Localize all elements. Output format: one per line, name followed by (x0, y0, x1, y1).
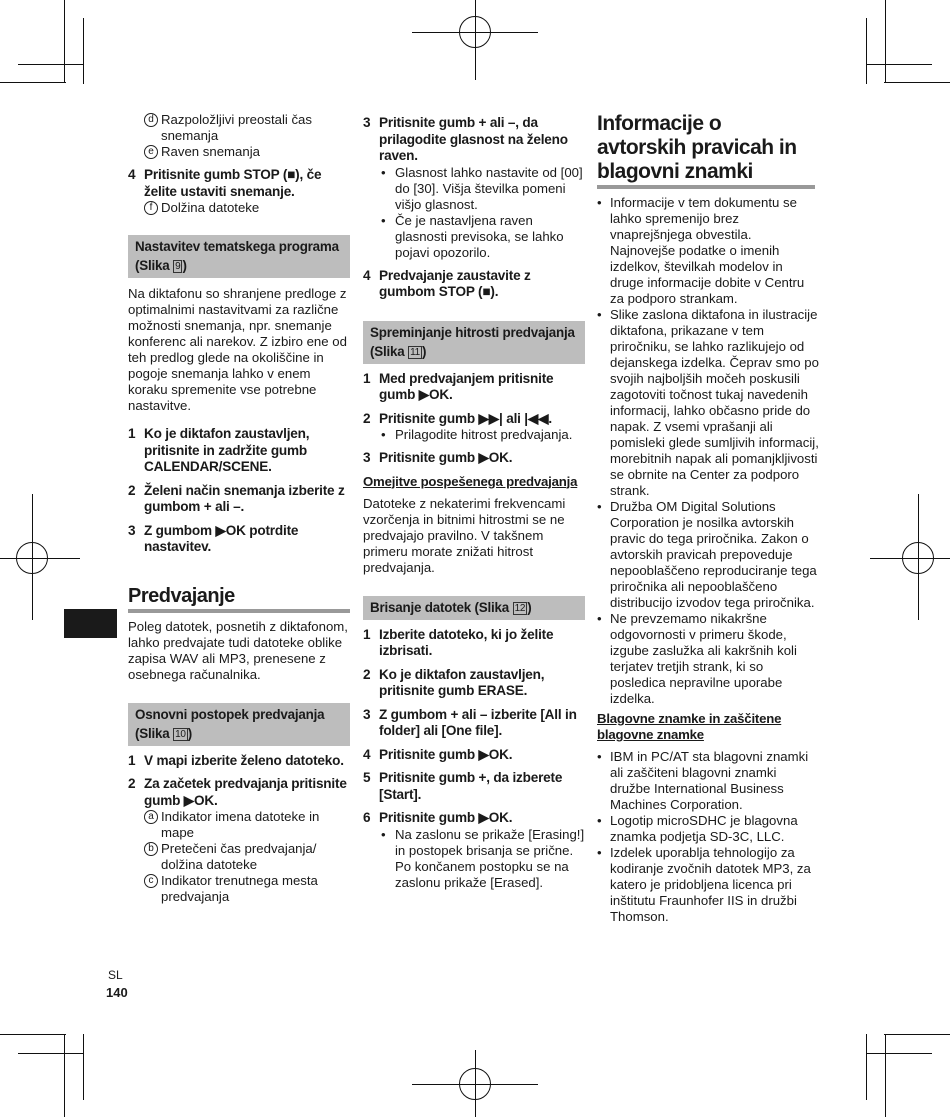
paragraph: Poleg datotek, posnetih z diktafonom, lahko predvajate tudi datoteke oblike zapisa WAV ali MP3, prenesene z osebnega računalnika. (128, 618, 348, 682)
chapter-tab (64, 609, 117, 638)
bullet-item: • Če je nastavljena raven glasnosti previsoka, se lahko pojavi opozorilo. (381, 212, 564, 260)
bullet-item: • IBM in PC/AT sta blagovni znamki ali zaščiteni blagovni znamki družbe International Business Machines Corporation. (597, 749, 809, 812)
list-item: f Dolžina datoteke (144, 200, 350, 216)
step: 4 Pritisnite gumb ▶OK. (363, 746, 513, 762)
step: 2 Želeni način snemanja izberite z gumbom + ali –. (128, 482, 345, 514)
language-code: SL (108, 968, 123, 982)
step: 1 V mapi izberite želeno datoteko. (128, 752, 344, 768)
step: 3 Z gumbom + ali – izberite [All in folder] ali [One file]. (363, 706, 577, 738)
bullet-item: • Informacije v tem dokumentu se lahko spremenijo brez vnaprejšnjega obvestila. Najnovejše podatke o imenih izdelkov, številkah modelov in druge informacije dobite v Centru za podporo strankam. (597, 195, 805, 306)
subheading: Omejitve pospešenega predvajanja (363, 473, 578, 489)
list-item: c Indikator trenutnega mesta predvajanja (144, 873, 350, 905)
section-heading: Brisanje datotek (Slika 12 ) (363, 596, 585, 620)
bullet-item: • Logotip microSDHC je blagovna znamka podjetja SD-3C, LLC. (597, 813, 798, 844)
column-1 (128, 112, 350, 905)
step: 3 Z gumbom ▶OK potrdite nastavitev. (128, 522, 299, 554)
step: 6 Pritisnite gumb ▶OK. (363, 810, 513, 825)
step: 1 Ko je diktafon zaustavljen, pritisnite in zadržite gumb CALENDAR/SCENE. (128, 426, 310, 474)
subheading: Blagovne znamke in zaščitene blagovne znamke (597, 711, 782, 742)
bullet-item: • Ne prevzemamo nikakršne odgovornosti v primeru škode, izgube zaslužka ali kakršnih koli terjatev tretjih strank, ki so posledica nepravilne uporabe izdelka. (597, 611, 797, 706)
paragraph: Datoteke z nekaterimi frekvencami vzorčenja in bitnimi hitrostmi se ne predvajajo pravilno. V takšnem primeru morate znižati hitrost predvajanja. (363, 495, 566, 575)
list-item: e Raven snemanja (144, 144, 350, 160)
column-3 (597, 112, 819, 925)
section-heading: Nastavitev tematskega programa (Slika 9 ) (128, 235, 350, 278)
section-heading: Osnovni postopek predvajanja (Slika 10 ) (128, 703, 350, 746)
list-item: b Pretečeni čas predvajanja/ dolžina datoteke (144, 841, 350, 873)
list-item: d Razpoložljivi preostali čas snemanja (144, 112, 350, 144)
bullet-item: • Glasnost lahko nastavite od [00] do [30]. Višja številka pomeni višjo glasnost. (381, 164, 583, 212)
list-item: a Indikator imena datoteke in mape (144, 809, 350, 841)
page-number: 140 (106, 985, 128, 1000)
page-heading: Informacije o avtorskih pravicah in blagovni znamki (597, 112, 815, 189)
bullet-item: • Družba OM Digital Solutions Corporation je nosilka avtorskih pravic do tega priročnika. Zakon o avtorskih pravicah prepoveduje nepooblaščeno reproduciranje tega priročnika ali nepooblaščeno distribucijo izvodov tega priročnika. (597, 499, 817, 610)
step: 3 Pritisnite gumb ▶OK. (363, 450, 513, 465)
step: 3 Pritisnite gumb + ali –, da prilagodite glasnost na želeno raven. (363, 115, 568, 163)
page-heading: Predvajanje (128, 584, 350, 613)
step: 2 Za začetek predvajanja pritisnite gumb ▶OK. (128, 776, 347, 808)
bullet-item: • Na zaslonu se prikaže [Erasing!] in postopek brisanja se prične. Po končanem postopku se na zaslonu prikaže [Erased]. (381, 826, 585, 890)
bullet-item: • Izdelek uporablja tehnologijo za kodiranje zvočnih datotek MP3, za katero je pridobljena licenca pri inštitutu Fraunhofer IIS in družbi Thomson. (597, 845, 811, 924)
paragraph: Na diktafonu so shranjene predloge z optimalnimi nastavitvami za različne možnosti snemanja, npr. snemanje konferenc ali narekov. Z izbiro ene od teh predlog glede na okoliščine in pogoje snemanja lahko v enem koraku spremenite vse potrebne nastavitve. (128, 286, 347, 413)
step: 4 Pritisnite gumb STOP (■), če želite ustaviti snemanje. (128, 167, 322, 199)
step: 1 Izberite datoteko, ki jo želite izbrisati. (363, 626, 554, 658)
step: 2 Pritisnite gumb ▶▶| ali |◀◀. (363, 410, 552, 426)
bullet-item: • Prilagodite hitrost predvajanja. (381, 427, 573, 442)
bullet-item: • Slike zaslona diktafona in ilustracije diktafona, prikazane v tem priročniku, se lahko razlikujejo od dejanskega izdelka. Čeprav smo po svojih najboljših močeh poskusili zagotoviti točnost tukaj navedenih informacij, lahko občasno pride do napak. Z vsemi vprašanji ali pomisleki glede sumljivih informacij, morebitnih napak ali pomanjkljivosti se obrnite na Center za podporo strank. (597, 307, 819, 498)
step: 1 Med predvajanjem pritisnite gumb ▶OK. (363, 370, 554, 402)
section-heading: Spreminjanje hitrosti predvajanja (Slika 11 ) (363, 321, 585, 364)
column-2 (363, 112, 585, 891)
step: 2 Ko je diktafon zaustavljen, pritisnite gumb ERASE. (363, 666, 545, 698)
step: 5 Pritisnite gumb +, da izberete [Start]. (363, 770, 563, 802)
step: 4 Predvajanje zaustavite z gumbom STOP (■). (363, 267, 531, 299)
